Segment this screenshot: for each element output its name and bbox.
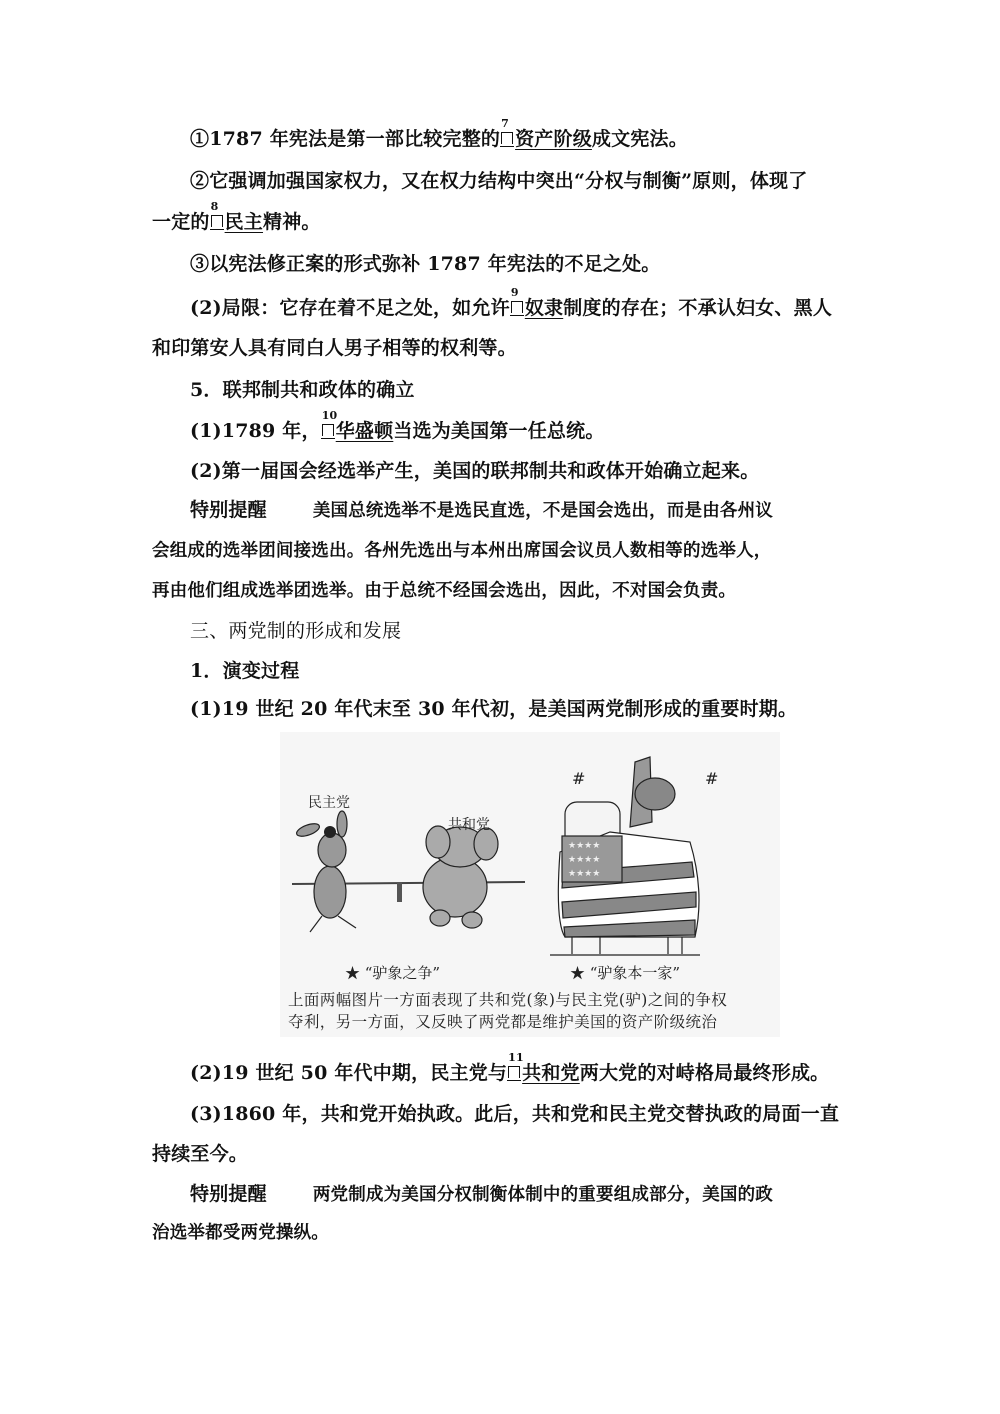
svg-text:★★★★: ★★★★	[568, 869, 601, 879]
democratic-party-label: 民主党	[308, 795, 350, 811]
section-heading-3: 三、两党制的形成和发展	[190, 620, 402, 642]
svg-text:★★★★: ★★★★	[568, 841, 601, 851]
subheading-1: 1．演变过程	[190, 660, 300, 682]
text: 制度的存在；不承认妇女、黑人	[563, 297, 833, 319]
evolution-point-3: (3)1860 年，共和党开始执政。此后，共和党和民主党交替执政的局面一直	[190, 1103, 840, 1125]
blank-marker-icon: 7	[500, 128, 514, 147]
key-term: 华盛顿	[335, 420, 394, 442]
text: 当选为美国第一任总统。	[393, 420, 605, 442]
evolution-point-1: (1)19 世纪 20 年代末至 30 年代初，是美国两党制形成的重要时期。	[190, 698, 798, 720]
federal-point-1	[190, 409, 605, 444]
text: 两大党的对峙格局最终形成。	[579, 1062, 830, 1084]
text: 精神。	[263, 211, 321, 233]
cartoon-figure	[280, 732, 780, 1037]
republican-party-label: 共和党	[448, 817, 490, 833]
text: ①1787 年宪法是第一部比较完整的	[190, 128, 501, 150]
constitution-point-3: ③以宪法修正案的形式弥补 1787 年宪法的不足之处。	[190, 253, 661, 275]
blank-marker-icon: 8	[210, 211, 224, 230]
caption-left: ★ “驴象之争”	[345, 964, 441, 982]
note-text: 美国总统选举不是选民直选，不是国会选出，而是由各州议	[312, 501, 774, 521]
svg-text:#: #	[705, 769, 719, 788]
caption-right: ★ “驴象本一家”	[570, 964, 681, 982]
text: (2)19 世纪 50 年代中期，民主党与	[190, 1062, 508, 1084]
blank-marker-icon: 11	[507, 1062, 521, 1081]
text: (1)1789 年，	[190, 420, 321, 442]
key-term: 资产阶级	[515, 128, 592, 150]
constitution-point-2-cont	[152, 200, 321, 235]
constitution-point-2: ②它强调加强国家权力，又在权力结构中突出“分权与制衡”原则，体现了	[190, 170, 808, 192]
special-note-2	[190, 1181, 773, 1208]
special-note-1-line2: 会组成的选举团间接选出。各州先选出与本州出席国会议员人数相等的选举人，	[152, 541, 772, 561]
limitation-paragraph-cont: 和印第安人具有同白人男子相等的权利等。	[152, 337, 517, 359]
federal-point-2: (2)第一届国会经选举产生，美国的联邦制共和政体开始确立起来。	[190, 460, 760, 482]
key-term: 民主	[224, 211, 264, 233]
text: (2)局限：它存在着不足之处，如允许	[190, 297, 510, 319]
figure-description-line1: 上面两幅图片一方面表现了共和党(象)与民主党(驴)之间的争权	[288, 991, 728, 1009]
evolution-point-2	[190, 1051, 830, 1086]
constitution-point-1	[190, 117, 688, 152]
section-heading-5: 5．联邦制共和政体的确立	[190, 379, 415, 401]
evolution-point-3-cont: 持续至今。	[152, 1143, 249, 1165]
blank-marker-icon: 9	[510, 297, 524, 316]
special-note-1	[190, 497, 773, 524]
svg-text:★★★★: ★★★★	[568, 855, 601, 865]
special-note-2-line2: 治选举都受两党操纵。	[152, 1223, 329, 1243]
figure-description-line2: 夺利，另一方面，又反映了两党都是维护美国的资产阶级统治	[288, 1013, 718, 1031]
note-title: 特别提醒	[190, 1183, 267, 1205]
blank-marker-icon: 10	[321, 420, 335, 439]
special-note-1-line3: 再由他们组成选举团选举。由于总统不经国会选出，因此，不对国会负责。	[152, 581, 737, 601]
text: 成文宪法。	[591, 128, 688, 150]
key-term: 共和党	[522, 1062, 580, 1084]
donkey-elephant-cartoon-icon	[280, 732, 780, 962]
key-term: 奴隶	[524, 297, 564, 319]
note-title: 特别提醒	[190, 499, 267, 521]
note-text: 两党制成为美国分权制衡体制中的重要组成部分，美国的政	[312, 1185, 774, 1205]
limitation-paragraph	[190, 286, 833, 321]
svg-text:#: #	[572, 769, 586, 788]
text: 一定的	[152, 211, 210, 233]
